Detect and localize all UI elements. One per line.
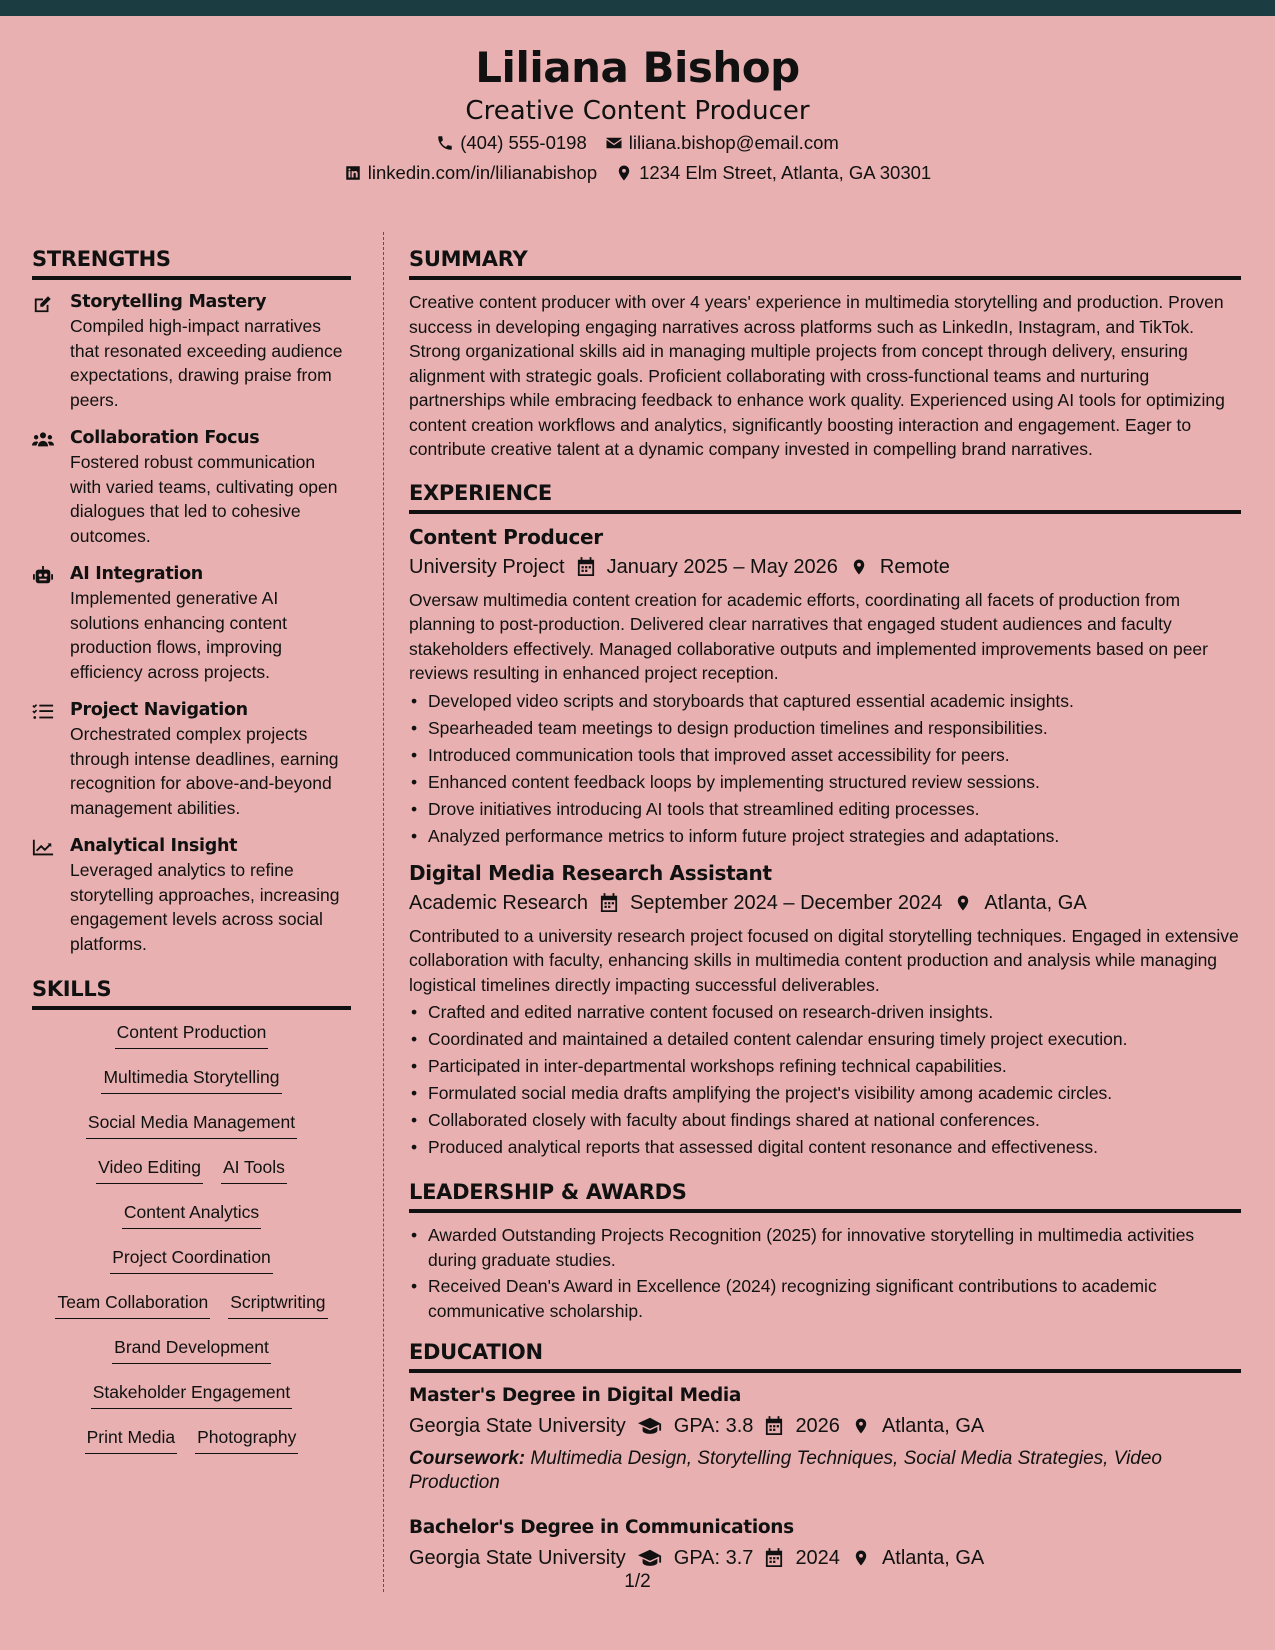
- list-item: • Introduced communication tools that improved asset accessibility for peers.: [409, 742, 1241, 769]
- awards-list: [409, 1223, 1241, 1323]
- summary-heading: SUMMARY: [409, 246, 1241, 280]
- summary-text: Creative content producer with over 4 years' experience in multimedia storytelling and production. Proven success in developing engaging narratives across platforms such as LinkedIn, Instagram, and TikTok. Strong organizational skills aid in managing multiple projects from concept through delivery, ensuring alignment with strategic goals. Proficient collaborating with cross-functional teams and nurturing partnerships while embracing feedback to enhance work quality. Experienced using AI tools for optimizing content creation workflows and analytics, significantly boosting interaction and engagement. Eager to contribute creative talent at a dynamic company invested in compelling brand narratives.: [409, 292, 1225, 459]
- column-divider: [383, 232, 384, 1592]
- list-item: • Coordinated and maintained a detailed content calendar ensuring timely project execution.: [409, 1026, 1241, 1053]
- degree-school: Georgia State University: [409, 1415, 626, 1437]
- skill-tag: Scriptwriting: [228, 1290, 327, 1319]
- strength-text: Fostered robust communication with varied teams, cultivating open dialogues that led to cohesive outcomes.: [70, 452, 338, 546]
- job-bullets: [409, 688, 1241, 850]
- resume-header: [0, 16, 1275, 204]
- degree-location: Atlanta, GA: [881, 1415, 985, 1437]
- robot-icon: [32, 566, 54, 586]
- skill-tag: Project Coordination: [110, 1245, 273, 1274]
- job-entry: [409, 524, 1241, 850]
- list-item: • Produced analytical reports that assessed digital content resonance and effectiveness.: [409, 1134, 1241, 1161]
- education-heading: EDUCATION: [409, 1339, 1241, 1373]
- calendar-icon: [577, 557, 595, 577]
- coursework-text: Multimedia Design, Storytelling Techniques, Social Media Strategies, Video Production: [409, 1448, 1162, 1493]
- strength-item: [32, 834, 351, 956]
- top-bar: [0, 0, 1275, 16]
- left-column: [32, 246, 351, 1470]
- job-dates: January 2025 – May 2026: [606, 555, 838, 578]
- skill-tag: Multimedia Storytelling: [101, 1065, 281, 1094]
- location-pin-icon: [615, 164, 633, 182]
- strength-title: Collaboration Focus: [70, 428, 260, 448]
- chart-line-icon: [32, 838, 54, 858]
- degree-title: Master's Degree in Digital Media: [409, 1385, 742, 1406]
- strength-title: AI Integration: [70, 564, 203, 584]
- location-pin-icon: [852, 1416, 870, 1436]
- skill-tag: Stakeholder Engagement: [91, 1380, 293, 1409]
- linkedin-contact[interactable]: [344, 158, 597, 188]
- education-entry: [409, 1383, 1241, 1495]
- degree-title: Bachelor's Degree in Communications: [409, 1517, 794, 1538]
- degree-school: Georgia State University: [409, 1547, 626, 1569]
- degree-gpa: GPA: 3.8: [673, 1415, 754, 1437]
- calendar-icon: [765, 1548, 783, 1568]
- phone-contact[interactable]: [436, 128, 587, 158]
- experience-heading: EXPERIENCE: [409, 480, 1241, 514]
- list-check-icon: [32, 702, 54, 722]
- degree-meta: [409, 1411, 1241, 1441]
- job-entry: [409, 860, 1241, 1162]
- skill-tag: AI Tools: [221, 1155, 287, 1184]
- email-text: liliana.bishop@email.com: [628, 132, 839, 153]
- job-description: Oversaw multimedia content creation for academic efforts, coordinating all facets of production from planning to post-production. Delivered clear narratives that engaged student audiences and faculty stakeholders effectively. Managed collaborative outputs and implemented improvements based on peer reviews resulting in enhanced project reception.: [409, 589, 1208, 683]
- email-contact[interactable]: [605, 128, 839, 158]
- degree-location: Atlanta, GA: [881, 1547, 985, 1569]
- degree-gpa: GPA: 3.7: [673, 1547, 754, 1569]
- strength-item: [32, 426, 351, 548]
- job-bullets: [409, 999, 1241, 1161]
- job-org: Academic Research: [409, 891, 588, 914]
- list-item: • Drove initiatives introducing AI tools that streamlined editing processes.: [409, 796, 1241, 823]
- job-org: University Project: [409, 555, 565, 578]
- degree-year: 2024: [795, 1547, 840, 1569]
- list-item: • Received Dean's Award in Excellence (2024) recognizing significant contributions to academic communicative scholarship.: [409, 1274, 1241, 1323]
- envelope-icon: [605, 134, 623, 152]
- strength-item: [32, 290, 351, 412]
- skill-tag: Content Production: [115, 1020, 269, 1049]
- strength-title: Storytelling Mastery: [70, 292, 267, 312]
- awards-heading: LEADERSHIP & AWARDS: [409, 1179, 1241, 1213]
- strength-title: Project Navigation: [70, 700, 248, 720]
- page-number: 1/2: [624, 1571, 651, 1592]
- list-item: • Spearheaded team meetings to design production timelines and responsibilities.: [409, 715, 1241, 742]
- job-title: Digital Media Research Assistant: [409, 860, 772, 885]
- address-text: 1234 Elm Street, Atlanta, GA 30301: [639, 162, 932, 183]
- job-description: Contributed to a university research project focused on digital storytelling techniques. Engaged in extensive collaboration with faculty, enhancing skills in multimedia content production and analysis while managing logistical timelines directly impacting successful deliverables.: [409, 925, 1239, 995]
- skill-tag: Team Collaboration: [55, 1290, 210, 1319]
- skill-tag: Video Editing: [96, 1155, 203, 1184]
- list-item: • Enhanced content feedback loops by implementing structured review sessions.: [409, 769, 1241, 796]
- skill-tag: Print Media: [85, 1425, 178, 1454]
- skills-heading: SKILLS: [32, 976, 351, 1010]
- linkedin-icon: [344, 164, 362, 182]
- graduation-cap-icon: [638, 1416, 662, 1436]
- strength-title: Analytical Insight: [70, 836, 238, 856]
- skills-list: [32, 1020, 351, 1470]
- job-dates: September 2024 – December 2024: [629, 891, 943, 914]
- skill-tag: Brand Development: [112, 1335, 271, 1364]
- strength-text: Leveraged analytics to refine storytelling approaches, increasing engagement levels across social platforms.: [70, 860, 340, 954]
- calendar-icon: [765, 1416, 783, 1436]
- candidate-title: Creative Content Producer: [465, 96, 810, 126]
- users-icon: [32, 430, 54, 450]
- location-pin-icon: [852, 1548, 870, 1568]
- strengths-heading: STRENGTHS: [32, 246, 351, 280]
- degree-year: 2026: [795, 1415, 840, 1437]
- skill-tag: Social Media Management: [86, 1110, 297, 1139]
- location-pin-icon: [850, 557, 868, 577]
- edit-icon: [32, 294, 54, 314]
- list-item: • Awarded Outstanding Projects Recognition (2025) for innovative storytelling in multimedia activities during graduate studies.: [409, 1223, 1241, 1272]
- list-item: • Participated in inter-departmental workshops refining technical capabilities.: [409, 1053, 1241, 1080]
- job-meta: [409, 888, 1241, 918]
- right-column: [409, 246, 1241, 1579]
- phone-icon: [436, 134, 454, 152]
- job-meta: [409, 552, 1241, 582]
- skill-tag: Photography: [195, 1425, 298, 1454]
- list-item: • Crafted and edited narrative content focused on research-driven insights.: [409, 999, 1241, 1026]
- location-pin-icon: [954, 893, 972, 913]
- graduation-cap-icon: [638, 1548, 662, 1568]
- strength-text: Compiled high-impact narratives that resonated exceeding audience expectations, drawing praise from peers.: [70, 316, 343, 410]
- list-item: • Formulated social media drafts amplifying the project's visibility among academic circles.: [409, 1080, 1241, 1107]
- degree-meta: [409, 1543, 1241, 1573]
- strength-item: [32, 562, 351, 684]
- skill-tag: Content Analytics: [122, 1200, 261, 1229]
- strength-item: [32, 698, 351, 820]
- job-title: Content Producer: [409, 524, 603, 549]
- contact-row-1: [0, 128, 1275, 158]
- list-item: • Analyzed performance metrics to inform future project strategies and adaptations.: [409, 823, 1241, 850]
- calendar-icon: [600, 893, 618, 913]
- contact-row-2: [0, 158, 1275, 188]
- phone-text: (404) 555-0198: [460, 132, 587, 153]
- strength-text: Implemented generative AI solutions enhancing content production flows, improving efficiency across projects.: [70, 588, 287, 682]
- job-location: Remote: [879, 555, 950, 578]
- education-entry: [409, 1515, 1241, 1573]
- coursework-label: Coursework:: [409, 1448, 526, 1469]
- candidate-name: Liliana Bishop: [475, 43, 800, 92]
- address-contact: [615, 158, 931, 188]
- coursework: [409, 1447, 1241, 1495]
- strength-text: Orchestrated complex projects through intense deadlines, earning recognition for above-and-beyond management abilities.: [70, 724, 339, 818]
- list-item: • Developed video scripts and storyboards that captured essential academic insights.: [409, 688, 1241, 715]
- linkedin-text: linkedin.com/in/lilianabishop: [367, 162, 598, 183]
- job-location: Atlanta, GA: [984, 891, 1087, 914]
- list-item: • Collaborated closely with faculty about findings shared at national conferences.: [409, 1107, 1241, 1134]
